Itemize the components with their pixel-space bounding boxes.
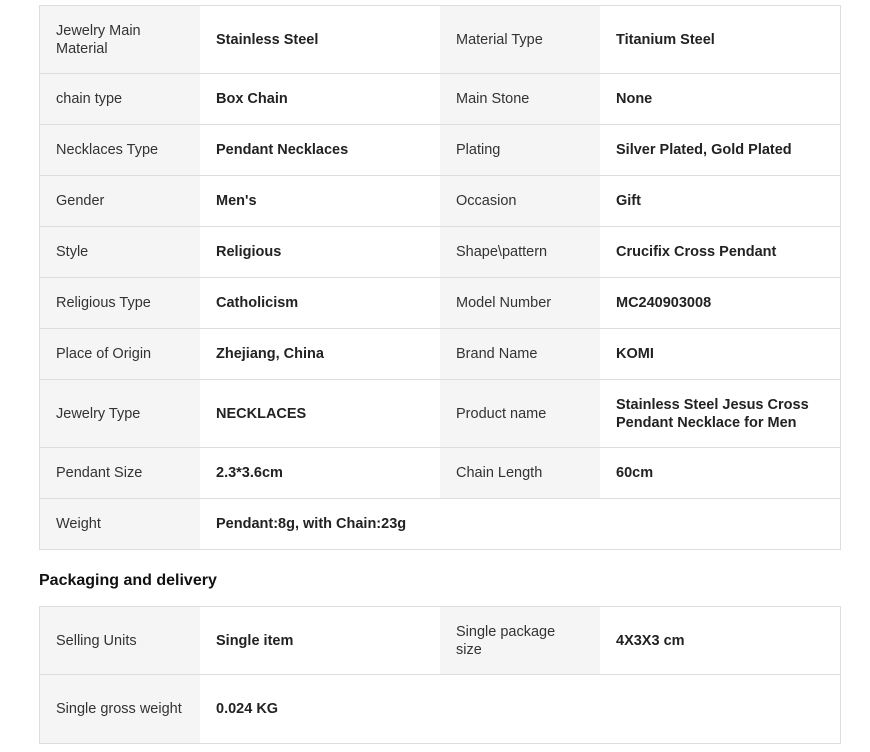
- attribute-label: Religious Type: [40, 278, 200, 328]
- attribute-label: Jewelry Type: [40, 380, 200, 447]
- attribute-value: Zhejiang, China: [200, 329, 440, 379]
- attribute-value: Box Chain: [200, 74, 440, 124]
- table-row: [40, 448, 840, 499]
- attribute-label: Product name: [440, 380, 600, 447]
- attribute-label: Weight: [40, 499, 200, 549]
- table-row: [40, 227, 840, 278]
- attribute-label: Model Number: [440, 278, 600, 328]
- table-row: [40, 675, 840, 744]
- attribute-value: 0.024 KG: [200, 675, 840, 743]
- attribute-value: Titanium Steel: [600, 6, 840, 73]
- attribute-label: Necklaces Type: [40, 125, 200, 175]
- attribute-value: Catholicism: [200, 278, 440, 328]
- attribute-value: Men's: [200, 176, 440, 226]
- table-row: [40, 329, 840, 380]
- attribute-label: Shape\pattern: [440, 227, 600, 277]
- attribute-label: Gender: [40, 176, 200, 226]
- attribute-label: Single gross weight: [40, 675, 200, 743]
- product-attributes-table: [39, 5, 841, 550]
- attribute-label: Single package size: [440, 607, 600, 674]
- attribute-value: 60cm: [600, 448, 840, 498]
- attribute-value: Single item: [200, 607, 440, 674]
- packaging-table: [39, 606, 841, 744]
- table-row: [40, 6, 840, 74]
- attribute-value: Pendant:8g, with Chain:23g: [200, 499, 840, 549]
- attribute-value: 4X3X3 cm: [600, 607, 840, 674]
- attribute-label: Chain Length: [440, 448, 600, 498]
- attribute-label: Selling Units: [40, 607, 200, 674]
- table-row: [40, 607, 840, 675]
- table-row: [40, 499, 840, 550]
- attribute-label: Jewelry Main Material: [40, 6, 200, 73]
- table-row: [40, 380, 840, 448]
- table-row: [40, 74, 840, 125]
- attribute-value: Religious: [200, 227, 440, 277]
- attribute-label: chain type: [40, 74, 200, 124]
- attribute-label: Plating: [440, 125, 600, 175]
- attribute-label: Place of Origin: [40, 329, 200, 379]
- attribute-label: Pendant Size: [40, 448, 200, 498]
- section-title-packaging: Packaging and delivery: [39, 572, 217, 589]
- table-row: [40, 278, 840, 329]
- attribute-value: Pendant Necklaces: [200, 125, 440, 175]
- table-row: [40, 176, 840, 227]
- attribute-value: MC240903008: [600, 278, 840, 328]
- attribute-value: Stainless Steel Jesus Cross Pendant Necklace for Men: [600, 380, 840, 447]
- attribute-label: Main Stone: [440, 74, 600, 124]
- attribute-value: Gift: [600, 176, 840, 226]
- attribute-value: NECKLACES: [200, 380, 440, 447]
- table-row: [40, 125, 840, 176]
- attribute-value: Crucifix Cross Pendant: [600, 227, 840, 277]
- attribute-value: KOMI: [600, 329, 840, 379]
- attribute-label: Brand Name: [440, 329, 600, 379]
- attribute-label: Occasion: [440, 176, 600, 226]
- attribute-value: 2.3*3.6cm: [200, 448, 440, 498]
- attribute-value: Stainless Steel: [200, 6, 440, 73]
- attribute-label: Style: [40, 227, 200, 277]
- attribute-value: Silver Plated, Gold Plated: [600, 125, 840, 175]
- attribute-value: None: [600, 74, 840, 124]
- attribute-label: Material Type: [440, 6, 600, 73]
